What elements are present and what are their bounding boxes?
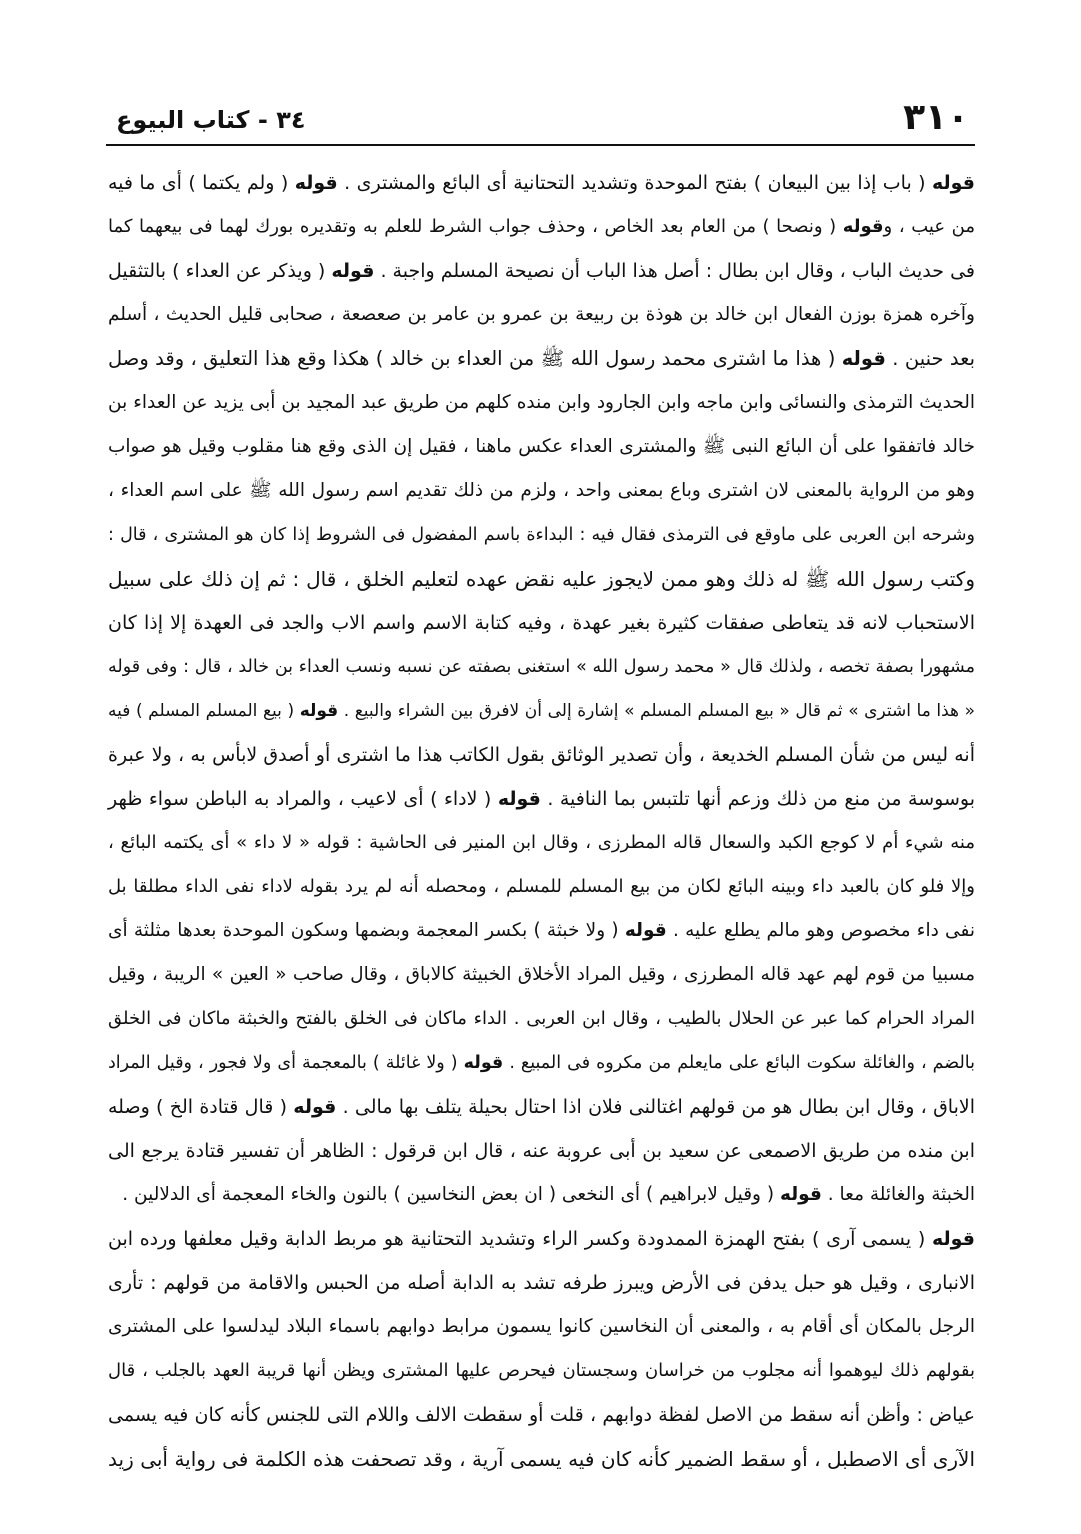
- lemma-marker: قوله: [624, 920, 667, 941]
- page-number: ٣١٠: [903, 97, 969, 138]
- text-line: وهو من الرواية بالمعنى لان اشترى وباع بمعنى واحد ، ولزم من ذلك تقديم اسم رسول الله ﷺ على اسم العداء ،: [108, 480, 975, 501]
- text-line: بوسوسة من منع من ذلك وزعم أنها تلتبس بما النافية . قوله ( لاداء ) أى لاعيب ، والمراد به الباطن سواء ظهر: [108, 788, 975, 810]
- text-line: المراد الحرام كما عبر عن الحلال بالطيب ، وقال ابن العربى . الداء ماكان فى الخلق بالفتح والخبثة ماكان فى الخلق: [108, 1008, 975, 1029]
- text-line: منه شيء أم لا كوجع الكبد والسعال قاله المطرزى ، وقال ابن المنير فى الحاشية : قوله « لا داء » أى يكتمه البائع ،: [108, 832, 975, 853]
- text-line: بالضم ، والغائلة سكوت البائع على مايعلم من مكروه فى المبيع . قوله ( ولا غائلة ) بالمعجمة أى ولا فجور ، وقيل المراد: [108, 1053, 975, 1073]
- lemma-marker: قوله: [497, 788, 541, 810]
- commentary-text: [108, 161, 975, 1481]
- text-line: قوله ( يسمى آرى ) بفتح الهمزة الممدودة وكسر الراء وتشديد التحتانية هو مربط الدابة وقيل معلفها ورده ابن: [108, 1228, 975, 1250]
- text-line: عياض : وأظن أنه سقط من الاصل لفظة دوابهم ، قلت أو سقطت الالف واللام التى للجنس كأنه كان فيه يسمى: [108, 1404, 975, 1426]
- text-line: الرجل بالمكان أى أقام به ، والمعنى أن النخاسين كانوا يسمون مرابط دوابهم باسماء البلاد ليدلسوا على المشترى: [108, 1316, 975, 1337]
- lemma-marker: قوله: [299, 701, 339, 721]
- text-line: بعد حنين . قوله ( هذا ما اشترى محمد رسول الله ﷺ من العداء بن خالد ) هكذا وقع هذا التعليق ، وقد وصل: [108, 347, 975, 370]
- text-line: وكتب رسول الله ﷺ له ذلك وهو ممن لايجوز عليه نقض عهده لتعليم الخلق ، قال : ثم إن ذلك على سبيل: [108, 567, 975, 591]
- text-line: وآخره همزة بوزن الفعال ابن خالد بن هوذة بن ربيعة بن عمرو بن عامر بن صعصعة ، صحابى قليل الحديث ، أسلم: [108, 304, 975, 325]
- lemma-marker: قوله: [463, 1053, 504, 1073]
- text-line: الانبارى ، وقيل هو حبل يدفن فى الأرض ويبرز طرفه تشد به الدابة أصله من الحبس والاقامة من قولهم : تأرى: [108, 1272, 975, 1294]
- lemma-marker: قوله: [293, 1096, 337, 1118]
- text-line: ابن منده من طريق الاصمعى عن سعيد بن أبى عروبة عنه ، قال ابن قرقول : الظاهر أن تفسير قتادة يرجع الى: [108, 1140, 975, 1162]
- text-line: مسبيا من قوم لهم عهد قاله المطرزى ، وقيل المراد الأخلاق الخبيثة كالاباق ، وقال صاحب « العين » الريبة ، وقيل: [108, 964, 975, 985]
- text-line: فى حديث الباب ، وقال ابن بطال : أصل هذا الباب أن نصيحة المسلم واجبة . قوله ( ويذكر عن العداء ) بالتثقيل: [108, 260, 975, 282]
- lemma-marker: قوله: [331, 260, 375, 282]
- text-line: بقولهم ذلك ليوهموا أنه مجلوب من خراسان وسجستان فيحرص عليها المشترى ويظن أنها قريبة العهد بالجلب ، قال: [108, 1360, 975, 1381]
- text-line: وإلا فلو كان بالعبد داء وبينه البائع لكان من بيع المسلم للمسلم ، ومحصله أنه لم يرد بقوله لاداء نفى الداء مطلقا بل: [108, 876, 975, 897]
- text-line: الاباق ، وقال ابن بطال هو من قولهم اغتالنى فلان اذا احتال بحيلة يتلف بها مالى . قوله ( قال قتادة الخ ) وصله: [108, 1096, 975, 1118]
- lemma-marker: قوله: [294, 172, 338, 194]
- text-line: الاستحباب لانه قد يتعاطى صفقات كثيرة بغير عهدة ، وفيه كتابة الاسم واسم الاب والجد فى العهدة إلا إذا كان: [108, 612, 975, 634]
- text-line: أنه ليس من شأن المسلم الخديعة ، وأن تصدير الوثائق بقول الكاتب هذا ما اشترى أو أصدق لابأس به ، ولا عبرة: [108, 744, 975, 766]
- text-line: وشرحه ابن العربى على ماوقع فى الترمذى فقال فيه : البداءة باسم المفضول فى الشروط إذا كان هو المشترى ، قال :: [108, 525, 975, 545]
- text-line: الخبثة والغائلة معا . قوله ( وقيل لابراهيم ) أى النخعى ( ان بعض النخاسين ) بالنون والخاء المعجمة أى الدلالين .: [122, 1184, 975, 1205]
- text-line: الحديث الترمذى والنسائى وابن ماجه وابن الجارود وابن منده كلهم من طريق عبد المجيد بن أبى يزيد عن العداء بن: [108, 392, 975, 413]
- lemma-marker: قوله: [779, 1184, 822, 1205]
- text-line: من عيب ، وقوله ( ونصحا ) من العام بعد الخاص ، وحذف جواب الشرط للعلم به وتقديره بورك لهما فى بيعهما كما: [108, 216, 975, 237]
- lemma-marker: قوله: [842, 216, 884, 237]
- lemma-marker: قوله: [931, 1228, 975, 1250]
- text-line: « هذا ما اشترى » ثم قال « بيع المسلم المسلم » إشارة إلى أن لافرق بين الشراء والبيع . قوله ( بيع المسلم المسلم ) فيه: [108, 701, 975, 721]
- lemma-marker: قوله: [931, 172, 975, 194]
- text-line: نفى داء مخصوص وهو مالم يطلع عليه . قوله ( ولا خبثة ) بكسر المعجمة وبضمها وسكون الموحدة بعدها مثلثة أى: [108, 920, 975, 941]
- text-line: مشهورا بصفة تخصه ، ولذلك قال « محمد رسول الله » استغنى بصفته عن نسبه ونسب العداء بن خالد ، قال : وفى قوله: [108, 657, 975, 677]
- text-line: الآرى أى الاصطبل ، أو سقط الضمير كأنه كان فيه يسمى آرية ، وقد تصحفت هذه الكلمة فى رواية أبى زيد: [108, 1447, 975, 1471]
- lemma-marker: قوله: [841, 347, 886, 370]
- text-line: خالد فاتفقوا على أن البائع النبى ﷺ والمشترى العداء عكس ماهنا ، فقيل إن الذى وقع هنا مقلوب وقيل هو صواب: [108, 436, 975, 457]
- text-line: قوله ( باب إذا بين البيعان ) بفتح الموحدة وتشديد التحتانية أى البائع والمشترى . قوله ( ولم يكتما ) أى ما فيه: [108, 172, 975, 194]
- book-title: ٣٤ - كتاب البيوع: [116, 106, 306, 134]
- page-header: [106, 90, 975, 146]
